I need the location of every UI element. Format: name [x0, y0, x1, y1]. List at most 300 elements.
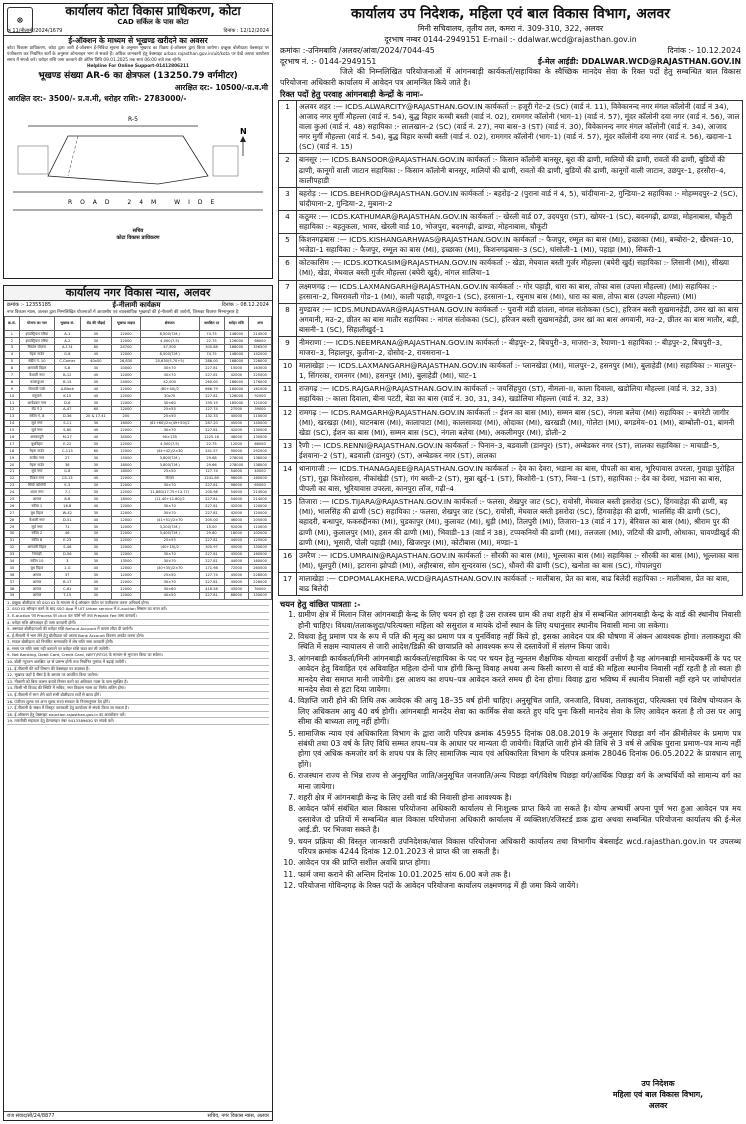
uit-table-cell: 160000	[249, 551, 272, 558]
uit-table-cell: 12000	[112, 427, 141, 434]
eligibility-item: 2. विधवा हेतु प्रमाण पत्र के रूप में पति की मृत्यु का प्रमाण पत्र व पुनर्विवाह नहीं किये हो, इसका आवेदन पत्र की घोषणा में अंकन आवश्यक होगा। तलाकशुदा की स्थिति में सक्षम न्यायालय से जारी आदेश/डिक्री की छायाप्रति को आवश्यक रूप से दस्तावेजों में संलग्न किया जावे।	[298, 632, 741, 653]
eligibility-item: 3. आंगनबाड़ी कार्यकर्ता/मिनी आंगनबाड़ी कार्यकर्ता/सहायिका के पद पर चयन हेतु न्यूनतम शैक्षणिक योग्यता बारहवीं उत्तीर्ण है यह आंगनबाड़ी मानदेयकर्मी के पद पर आवेदन हेतु विवाहित एवं अविवाहित महिला दोनों पात्र होंगी किन्तु विवाह अथवा अन्य किसी कारण से वार्ड की महिला स्थानीय निवासी नहीं रहती है तो स्वतः ही मानदेय सेवा समाप्त मानी जायेगी। इस आशय का शपथ–पत्र आवेदन करते समय ही देना होगा। विवाह द्वारा भविष्य में स्थानीय निवासी नहीं रहने पर जांचोपरांत मानदेय सेवा से हटा दिया जायेगा।	[298, 654, 741, 696]
uit-table-row	[5, 331, 272, 338]
wcd-title: कार्यालय उप निदेशक, महिला एवं बाल विकास विभाग, अलवर	[351, 6, 670, 22]
uit-table-cell: 171.98	[199, 565, 224, 572]
uit-table-cell: 228000	[249, 572, 272, 579]
uit-table-row	[5, 572, 272, 579]
uit-footer-sign: सचिव, नगर विकास न्यास, अलवर	[207, 1113, 269, 1119]
uit-table-cell: 214000	[249, 496, 272, 503]
uit-table-cell: 227.81	[199, 427, 224, 434]
uit-table-cell: 15	[5, 427, 20, 434]
wcd-sign-city: अलवर	[648, 1101, 668, 1110]
uit-table-cell: 11	[5, 399, 20, 406]
uit-table-cell: B-15	[54, 379, 80, 386]
uit-table-cell: 30	[80, 523, 111, 530]
uit-table-cell: 30	[80, 544, 111, 551]
uit-table-cell: 227.81	[199, 372, 224, 379]
uit-table-cell: 120000	[249, 510, 272, 517]
uit-table-cell: 278000	[224, 455, 249, 462]
uit-table-cell: 126000	[224, 393, 249, 400]
uit-table-cell: S-60	[54, 427, 80, 434]
kda-signature	[4, 228, 272, 242]
uit-table-cell: 40	[80, 393, 111, 400]
uit-table-cell: 34	[5, 558, 20, 565]
uit-table-cell: S-46	[54, 544, 80, 551]
uit-table-cell: 30	[80, 551, 111, 558]
uit-table-cell: 22.75	[199, 441, 224, 448]
uit-table-cell: 23	[5, 482, 20, 489]
project-row	[279, 406, 743, 439]
uit-table-cell: 66000	[249, 441, 272, 448]
map-north-label: N	[240, 127, 247, 136]
uit-table-cell: 16	[5, 434, 20, 441]
uit-table-cell: अलकापुरी	[19, 434, 54, 441]
uit-table-cell: राजीव नगर	[19, 455, 54, 462]
uit-table-cell: 130000	[249, 434, 272, 441]
uit-table-cell: 29	[5, 523, 20, 530]
uit-table-row	[5, 579, 272, 586]
uit-table-cell: 12000	[112, 565, 141, 572]
uit-table-cell: 26	[5, 503, 20, 510]
uit-table-cell: 39000	[249, 406, 272, 413]
project-row	[279, 496, 743, 549]
uit-table-cell: 30	[80, 572, 111, 579]
uit-table-cell: स्कीम नं. 8	[19, 413, 54, 420]
uit-table-cell: 160000	[249, 475, 272, 482]
eligibility-item: 1. ग्रामीण क्षेत्र में मिलान जिस आंगनबाड़ी केन्द्र के लिए चयन हो रहा है उस राजस्व ग्राम की तथा शहरी क्षेत्र में सम्बन्धित आंगनबाड़ी केन्द्र के वार्ड की स्थानीय निवासी होनी चाहिए। विधवा/तलाकशुदा/परित्यक्ता महिला को ससुराल व मायके दोनों स्थान के लिए यथानुसार स्थानीय निवासी माना जा सकेगा।	[298, 610, 741, 631]
project-number: 10	[279, 360, 297, 383]
uit-term-item: 13. नीलामी को बिना कारण बताये निरस्त करने का अधिकार न्यास के पास सुरक्षित है।	[7, 679, 269, 686]
uit-table-cell: 40	[80, 351, 111, 358]
kda-sign-title: सचिव	[132, 228, 144, 234]
uit-table-cell: कालाकुआं	[19, 379, 54, 386]
uit-terms	[4, 600, 272, 725]
project-number: 13	[279, 439, 297, 462]
eligibility-head: चयन हेतु वांछित पात्रताः :-	[280, 599, 361, 610]
uit-table-cell: 90000	[224, 448, 249, 455]
uit-table-cell: सूर्य नगर	[19, 427, 54, 434]
uit-table-cell: 54000	[224, 468, 249, 475]
uit-ref-line	[4, 301, 272, 310]
project-number: 5	[279, 234, 297, 257]
project-number: 3	[279, 187, 297, 210]
uit-table-cell: 30×70	[140, 503, 199, 510]
uit-table-cell: 176000	[249, 379, 272, 386]
uit-table-cell: 102000	[249, 530, 272, 537]
uit-table-cell: 30	[80, 482, 111, 489]
uit-table-cell: 44000	[224, 537, 249, 544]
wcd-address: मिनी सचिवालय, तृतीय तल, कमरा नं. 309-310, 322, अलवर	[417, 24, 604, 33]
uit-table-cell: 138000	[249, 461, 272, 468]
uit-table-cell: 30	[80, 379, 111, 386]
project-number: 6	[279, 257, 297, 280]
kda-ref: क्र 11/नीलामी/2024/1679	[7, 28, 63, 34]
uit-table-cell: 286.00	[199, 358, 224, 365]
uit-table-cell: 9	[5, 386, 20, 393]
uit-table-row	[5, 468, 272, 475]
uit-table-cell: अरावली विहार	[19, 365, 54, 372]
uit-term-item: 1. इच्छुक बोलीदाता को SSO ID के माध्यम से ई-ऑक्शन पोर्टल पर पंजीकरण करना अनिवार्य होगा।	[7, 600, 269, 607]
uit-table-cell: 12000	[112, 585, 141, 592]
uit-table-cell: 4,500(7.5)	[140, 441, 199, 448]
uit-table-cell: 30×70	[140, 427, 199, 434]
kda-plot-line: भूखण्ड संख्या AR-6 का क्षेत्रफल (13250.79 वर्गमीटर)	[38, 71, 238, 81]
project-row	[279, 210, 743, 233]
uit-table-cell: 25×50	[140, 468, 199, 475]
uit-table-cell: 30×70	[140, 579, 199, 586]
uit-title: कार्यालय नगर विकास न्यास, अलवर	[4, 286, 272, 301]
uit-table-cell: 3,800(T.M.)	[140, 455, 199, 462]
uit-table-header: क्र.सं.	[5, 317, 20, 331]
uit-table-cell: 45000	[224, 544, 249, 551]
uit-table-cell: स्कीम 10	[19, 558, 54, 565]
uit-table-cell: अरावली विहार	[19, 544, 54, 551]
uit-table-cell: 227.81	[199, 558, 224, 565]
uit-table-row	[5, 420, 272, 427]
uit-table-row	[5, 510, 272, 517]
kda-auction-ad	[3, 3, 273, 279]
eligibility-item: 12. परियोजना गोविन्दगढ़ के रिक्त पदों के आवेदन परियोजना कार्यालय लक्ष्मणगढ़ में ही जमा किये जायेंगे।	[298, 881, 741, 891]
uit-table-cell: रोड नं 2	[19, 406, 54, 413]
uit-term-item: 4. धरोहर राशि ऑनलाइन ही जमा करवानी होगी।	[7, 620, 269, 627]
uit-table-cell: 227.81	[199, 579, 224, 586]
uit-table-cell: 45000	[224, 579, 249, 586]
uit-table-cell: 125000	[249, 537, 272, 544]
uit-table-cell: E-22	[54, 441, 80, 448]
uit-table-cell: 4,000(7.5)	[140, 337, 199, 344]
uit-ref: क्रमांक :- 12355185	[7, 302, 52, 308]
uit-table-cell: 40	[80, 475, 111, 482]
uit-table-cell: बुधविहार	[19, 441, 54, 448]
uit-table-cell: 225000	[249, 372, 272, 379]
eligibility-item: 4. विज्ञप्ति जारी होने की तिथि तक आवेदक की आयु 18–35 वर्ष होनी चाहिए। अनुसूचित जाति, जनजाति, विधवा, तलाकशुदा, परित्यक्ता एवं विशेष योग्यजन के लिए अधिकतम आयु 40 वर्ष होगी। आंगनबाड़ी मानदेय सेवा का कार्मिक सेवा करते हुए यदि पुनः किसी मानदेय सेवा के लिए आवेदन करता है तो उस पर आयु सीमा की बाध्यता लागू नहीं होगी।	[298, 696, 741, 727]
uit-table-row	[5, 413, 272, 420]
uit-table-cell: 40	[80, 427, 111, 434]
uit-table-cell: 35	[5, 565, 20, 572]
uit-table-cell: 260.00	[199, 379, 224, 386]
project-number: 16	[279, 549, 297, 572]
uit-table-cell: 12000	[112, 475, 141, 482]
uit-table-cell: W-42	[54, 510, 80, 517]
map-label-road: ROAD 24M WIDE	[68, 199, 223, 206]
uit-table-cell: 12000	[112, 441, 141, 448]
uit-table-row	[5, 517, 272, 524]
uit-table-row	[5, 399, 272, 406]
uit-table-row	[5, 558, 272, 565]
uit-table-cell: 42000	[224, 503, 249, 510]
project-number: 15	[279, 496, 297, 549]
uit-table-cell: 13500	[112, 558, 141, 565]
project-row	[279, 439, 743, 462]
eligibility-list	[278, 610, 743, 892]
uit-table-cell: 40000	[249, 468, 272, 475]
uit-table-cell: 42,000	[140, 379, 199, 386]
uit-table-cell: 214000	[249, 489, 272, 496]
uit-table-cell: 11,880(17.75+13.77)	[140, 489, 199, 496]
uit-date: दिनांक :- 08.12.2024	[221, 302, 269, 308]
project-number: 8	[279, 303, 297, 336]
uit-table-cell: 12000	[112, 517, 141, 524]
uit-table-cell: 1	[5, 331, 20, 338]
uit-table-cell: 30×70	[140, 365, 199, 372]
uit-table-cell: (41+51)/2×70	[140, 517, 199, 524]
project-details: अलवर शहर :— ICDS.ALWARCITY@RAJASTHAN.GOV.IN कार्यकर्ता :- हजूरी गेट–2 (SC) (वार्ड नं. 11), विवेकानन्द नगर मंगल कॉलोनी (वार्ड नं 34), आजाद नगर मुर्गी मौहल्ला (वार्ड नं. 54), बुद्ध विहार कच्ची बस्ती (वार्ड नं. 02), रामगगर कॉलोनी (भाग–1) (वार्ड नं. 57), मूंदर कॉलोनी दया नगर (वार्ड नं. 56), जाल वाला कुआं (वार्ड नं. 48) सहायिका :- लालखान–2 (SC) (वार्ड नं. 27), नया बास–3 (ST) (वार्ड नं. 30), विवेकानन्द नगर मंगल कॉलोनी (वार्ड नं. 34), आजाद नगर मुर्गी मौहल्ला (वार्ड नं. 54), बुद्ध विहार कच्ची बस्ती (वार्ड नं. 02), रामगगर कॉलोनी (भाग–1) (वार्ड नं. 57), मूंदर कॉलोनी दया नगर (वार्ड नं. 56), खदाना–1 (SC) (वार्ड नं. 15)	[297, 101, 743, 154]
project-row	[279, 257, 743, 280]
uit-term-item: 16. पंजीयन शुल्क एवं अन्य शुल्क राज्य सरकार के नियमानुसार देय होंगे।	[7, 699, 269, 706]
uit-table-cell: 19	[5, 455, 20, 462]
uit-table-cell: 30	[80, 592, 111, 599]
kda-sign-org: कोटा विकास प्राधिकरण	[116, 235, 160, 241]
eligibility-item: 5. सामाजिक न्याय एवं अधिकारिता विभाग के द्वारा जारी परिपत्र क्रमांक 45955 दिनांक 08.08.2019 के अनुसार पिछड़ा वर्ग नॉन क्रीमीलेयर के प्रमाण पत्र संबंधी तथा 03 वर्ष के लिए विधि सम्मत शपथ–पत्र के आधार पर मान्यता दी जायेगी। विज्ञप्ति जारी होने की तिथि से 3 वर्ष से अधिक पुराना प्रमाण–पत्र मान्य नहीं होगा एवं अधिक कमजोर वर्ग के शपथ पत्र के लिए सामाजिक न्याय एवं अधिकारिता विभाग के परिपत्र क्रमांक 28046 दिनांक 06.05.2022 के प्रावधान लागू होंगे।	[298, 729, 741, 771]
uit-table-cell: G-8	[54, 468, 80, 475]
project-details: थानागाजी :— ICDS.THANAGAJEE@RAJASTHAN.GOV.IN कार्यकर्ता :- देव का देवरा, भडाना का बास, पीपली का बास, भूरियावास उपरला, गुवाड़ा पुरोहित (ST), गुढ़ा किशोरदास, नीकांखेडी (ST), गंग बस्ती–2 (ST), मुन्ना खुर्द–1 (ST), किशोरी–1 (ST), निवा–1 (ST), सहायिका :- देव का देवरा, भडाना का बास, पीपली का बास, भूरियावास उपरला, कानपुरा लॉज, गढ़ी–4	[297, 463, 743, 496]
project-row	[279, 549, 743, 572]
uit-term-item: 5. असफल बोलीदाताओं की धरोहर राशि Refund Account में वापस लौटा दी जायेगी।	[7, 626, 269, 633]
uit-table-cell: 54000	[224, 489, 249, 496]
uit-table-cell: 30	[80, 331, 111, 338]
uit-table-cell: E-23	[54, 537, 80, 544]
uit-table-cell: 30	[80, 558, 111, 565]
uit-table-cell: 40	[80, 386, 111, 393]
uit-table-cell: 227.81	[199, 510, 224, 517]
uit-table-cell: वैशाली नगर	[19, 372, 54, 379]
uit-table-cell: 31	[5, 537, 20, 544]
uit-table-cell: 14	[5, 420, 20, 427]
uit-term-item: 11. ई-नीलामी की शर्तें विभाग की वेबसाइट पर उपलब्ध हैं।	[7, 666, 269, 673]
uit-table-cell: 30×70	[140, 558, 199, 565]
uit-table-cell: 10	[5, 393, 20, 400]
uit-table-cell: भिवाड़ी	[19, 551, 54, 558]
project-number: 4	[279, 210, 297, 233]
uit-table-cell: 71	[54, 523, 80, 530]
uit-table-cell: 12000	[112, 592, 141, 599]
uit-table-cell: 88000	[224, 592, 249, 599]
uit-table-header: धरोहर राशि	[224, 317, 249, 331]
uit-term-item: 15. ई-नीलामी में भाग लेने वाले सभी बोलीदाता शर्तों से बाध्य होंगे।	[7, 692, 269, 699]
uit-table-cell: बुध विहार	[19, 510, 54, 517]
uit-table-cell: 161000	[249, 386, 272, 393]
uit-table-cell: (61+60)/2×(49+50)/2	[140, 420, 199, 427]
uit-table-cell: 138000	[249, 455, 272, 462]
uit-table-cell: 132.33	[199, 413, 224, 420]
uit-table-cell: 30x70	[140, 393, 199, 400]
uit-table-cell: स्कीम 1	[19, 503, 54, 510]
project-details: कठूमर :— ICDS.KATHUMAR@RAJASTHAN.GOV.IN कार्यकर्ता :- खेरली वार्ड 07, उदयपुरा (ST), खोयर–1 (SC), बदनगढ़ी, ढाण्डा, मोहनाबास, चौकूटी सहायिका :- बहतुकला, भावर, खेरली वार्ड 10, भोजपुरा, बदनगढ़ी, ढाण्डा, मोहनाबास, चौकूटी	[297, 210, 743, 233]
project-number: 17	[279, 572, 297, 595]
uit-table-cell: 260000	[249, 565, 272, 572]
uit-table-cell: 8	[5, 379, 20, 386]
kda-date: दिनांक : 12/12/2024	[223, 28, 269, 34]
uit-table-cell: 25	[5, 496, 20, 503]
uit-table-cell: (40+15)/2	[140, 544, 199, 551]
uit-table-cell: नेहरू गार्डन	[19, 448, 54, 455]
uit-table-cell: नेहरू गार्डन	[19, 351, 54, 358]
uit-table-cell: 24700	[112, 344, 141, 351]
uit-table-cell: 3	[54, 558, 80, 565]
uit-table-cell: 126000	[224, 337, 249, 344]
uit-table-cell: शिवाजी पार्क	[19, 386, 54, 393]
uit-table-cell: 120000	[249, 503, 272, 510]
uit-table-cell: 227.81	[199, 393, 224, 400]
uit-table-cell: B-12	[54, 372, 80, 379]
uit-table-cell: C-Corner	[54, 358, 80, 365]
uit-table-cell: 5	[5, 358, 20, 365]
uit-table-cell: 17	[5, 441, 20, 448]
uit-table-cell: श्याम नगर	[19, 489, 54, 496]
uit-table-cell: 40×50	[140, 592, 199, 599]
uit-term-item: 3. E-auction एवं Process पर click कर फॉर्म भरें तथा Prepaid Fee जमा करवायें।	[7, 613, 269, 620]
project-row	[279, 303, 743, 336]
uit-table-row	[5, 337, 272, 344]
uit-table-cell: 18000	[112, 468, 141, 475]
uit-table-cell: 160000	[224, 386, 249, 393]
uit-table-cell: CS-13	[54, 475, 80, 482]
uit-table-cell: 38	[5, 585, 20, 592]
uit-table-cell: 12000	[112, 482, 141, 489]
plot-map-drawing	[8, 106, 268, 226]
eligibility-item: 11. फार्म जमा कराने की अन्तिम दिनांक 10.01.2025 सांय 6.00 बजे तक है।	[298, 870, 741, 880]
uit-table-row	[5, 379, 272, 386]
uit-table-cell: 12000	[112, 337, 141, 344]
uit-table-cell: 92000	[249, 393, 272, 400]
kda-ref-line	[4, 27, 272, 36]
uit-table-cell: 46	[54, 530, 80, 537]
wcd-contact: दूरभाष नम्बर 0144-2949151 E-mail :- ddalwar.wcd@rajasthan.gov.in	[384, 35, 637, 44]
uit-table-cell: इण्डस्ट्रियल एरिया	[19, 331, 54, 338]
uit-table-cell: 27000	[224, 406, 249, 413]
uit-table-cell: 30×60	[140, 585, 199, 592]
uit-table-row	[5, 461, 272, 468]
wcd-signature	[583, 1078, 733, 1111]
uit-table-cell: 65000	[249, 482, 272, 489]
uit-table-cell: इण्डस्ट्रियल एरिया	[19, 337, 54, 344]
uit-table-cell: 12000	[112, 510, 141, 517]
uit-table-cell: 168000	[224, 344, 249, 351]
wcd-phone: दूरभाष नं. :- 0144-2949151	[280, 57, 377, 66]
uit-table-cell: 12000	[112, 523, 141, 530]
uit-term-item: 14. किसी भी विवाद की स्थिति में सचिव, नगर विकास न्यास का निर्णय अंतिम होगा।	[7, 685, 269, 692]
project-row	[279, 187, 743, 210]
uit-table-header: रोड की चौड़ाई	[80, 317, 111, 331]
project-number: 2	[279, 154, 297, 187]
uit-table-row	[5, 523, 272, 530]
uit-table-cell: 25×50	[140, 413, 199, 420]
wcd-sign-title: उप निदेशक	[641, 1079, 675, 1088]
uit-table-cell: 185000	[224, 399, 249, 406]
uit-table-cell: 8,500(T.M.)	[140, 351, 199, 358]
uit-table-cell: G-8	[54, 351, 80, 358]
eligibility-item: 9. चयन प्रक्रिया की विस्तृत जानकारी उपनिदेशक/बाल विकास परियोजना अधिकारी कार्यालय तथा विभागीय बेबसाईट wcd.rajasthan.gov.in पर उपलब्ध परिपत्र क्रमांक 4244 दिनांक 12.01.2023 से प्राप्त की जा सकती है।	[298, 837, 741, 858]
uit-table-cell: 227.81	[199, 482, 224, 489]
uit-table-cell: 45000	[224, 585, 249, 592]
uit-table-cell: 37	[5, 579, 20, 586]
uit-table-cell: 92000	[224, 523, 249, 530]
uit-table-cell: 12000	[112, 351, 141, 358]
uit-table-cell: 45000	[224, 551, 249, 558]
uit-table-cell: (80+40)/2	[140, 386, 199, 393]
wcd-intro: जिले की निम्नलिखित परियोजनाओं में आंगनबाड़ी कार्यकर्ता/सहायिका के स्वैच्छिक मानदेय सेवा के रिक्त पदों हेतु सम्बन्धित बाल विकास परियोजना अधिकारी कार्यालय में आवेदन पत्र आमन्त्रित किये जाते है।	[280, 67, 741, 87]
uit-table-cell: 22.75	[199, 337, 224, 344]
uit-table-cell: (11.40+11.80)/2	[140, 496, 199, 503]
uit-intro: नगर विकास न्यास, अलवर द्वारा निम्नलिखित योजनाओं में आवासीय एवं व्यावसायिक भूखण्डों की ई-नीलामी की जायेगी, जिसका विवरण निम्नानुसार है:	[7, 310, 240, 315]
uit-table-cell: 37	[54, 572, 80, 579]
uit-table-cell: 20 & 17.41	[80, 413, 111, 420]
uit-table-cell: सूर्य नगर	[19, 523, 54, 530]
uit-table-cell: 60	[80, 406, 111, 413]
uit-table-row	[5, 482, 272, 489]
uit-table-cell: 287.20	[199, 420, 224, 427]
project-row	[279, 463, 743, 496]
uit-table-cell: 25×55	[140, 537, 199, 544]
uit-term-item: 6. ई-नीलामी में भाग लेने हेतु बोलीदाता को अपना Bank Account विवरण अपडेट करना होगा।	[7, 633, 269, 640]
uit-table-row	[5, 365, 272, 372]
uit-table-cell: 2	[5, 337, 20, 344]
uit-table-cell: 30000	[249, 585, 272, 592]
right-column	[278, 3, 743, 1121]
uit-table-cell: 3,800(T.M.)	[140, 461, 199, 468]
uit-table-cell: 24	[5, 489, 20, 496]
uit-table-cell: 227.81	[199, 496, 224, 503]
uit-table-cell: (30+35)/2×70	[140, 565, 199, 572]
uit-term-item: 12. भूखण्ड जहाँ है जैसा है के आधार पर आवंटित किया जायेगा।	[7, 672, 269, 679]
eligibility-item: 10. आवेदन पत्र की प्राप्ति सशील अवधि प्राप्त होगा।	[298, 858, 741, 868]
uit-table-cell: 21	[5, 468, 20, 475]
uit-table-cell: 12000	[112, 386, 141, 393]
uit-table-cell: 40	[80, 468, 111, 475]
uit-table-cell: 30×60	[140, 399, 199, 406]
wcd-contact-line-2	[278, 56, 743, 67]
uit-table-row	[5, 448, 272, 455]
uit-table-cell: 1-G	[54, 565, 80, 572]
uit-table-cell: बुध विहार	[19, 565, 54, 572]
uit-table-cell: 160000	[249, 558, 272, 565]
uit-table-cell: S-11	[54, 420, 80, 427]
wcd-date: दिनांक :- 10.12.2024	[667, 46, 741, 55]
uit-table-cell: 227.81	[199, 551, 224, 558]
uit-table-cell: 227.81	[199, 537, 224, 544]
uit-table-row	[5, 441, 272, 448]
uit-table-cell: 227.81	[199, 503, 224, 510]
kda-reserve-line: आरक्षित दर:- 3500/- प्र.व.मी, धरोहर राशि:- 2783000/-	[8, 94, 187, 103]
uit-table-cell: 150000	[249, 592, 272, 599]
uit-table-cell: 8,500(T.M.)	[140, 331, 199, 338]
project-row	[279, 234, 743, 257]
uit-table-cell: 30	[5, 530, 20, 537]
uit-term-item: 8. समय पर राशि जमा नहीं करवाने पर धरोहर राशि जब्त कर ली जायेगी।	[7, 646, 269, 653]
uit-table-cell: 60	[80, 448, 111, 455]
uit-table-cell: 30×70	[140, 551, 199, 558]
uit-table-cell: 3,200(T.M.)	[140, 523, 199, 530]
uit-table-cell: 110000	[249, 523, 272, 530]
uit-table-cell: D-51	[54, 517, 80, 524]
wcd-ref-line	[278, 45, 743, 56]
project-row	[279, 383, 743, 406]
uit-table-cell: 200	[112, 413, 141, 420]
uit-table-cell: 12000	[112, 551, 141, 558]
uit-table-row	[5, 393, 272, 400]
uit-table-cell: 12000	[112, 489, 141, 496]
uit-table-cell: 30	[80, 496, 111, 503]
uit-table-cell: 16000	[112, 420, 141, 427]
uit-table-cell: मनुमार्ग	[19, 393, 54, 400]
uit-table-cell: गोल्डन	[140, 475, 199, 482]
uit-table-cell: C-61	[54, 585, 80, 592]
kda-helpline: Helpline For Online Support-01412806211	[86, 64, 190, 69]
uit-table-cell: नेहरू गार्डन	[19, 461, 54, 468]
uit-table-cell: 27	[5, 510, 20, 517]
project-details: किशनगढ़बास :— ICDS.KISHANGARHWAS@RAJASTHAN.GOV.IN कार्यकर्ता :- फैजपुर, रम्मूल का बास (MI), इच्छाका (MI), बम्बोरा–2, खैरथल–10, भजेडा–1 सहायिका :- फैजपुर, रम्मूल का बास (MI), इच्छाका (MI), किशनगढ़बास–3 (SC), धांसोली–1 (MI), पहाड़ा (MI), सिकरी–1	[297, 234, 743, 257]
